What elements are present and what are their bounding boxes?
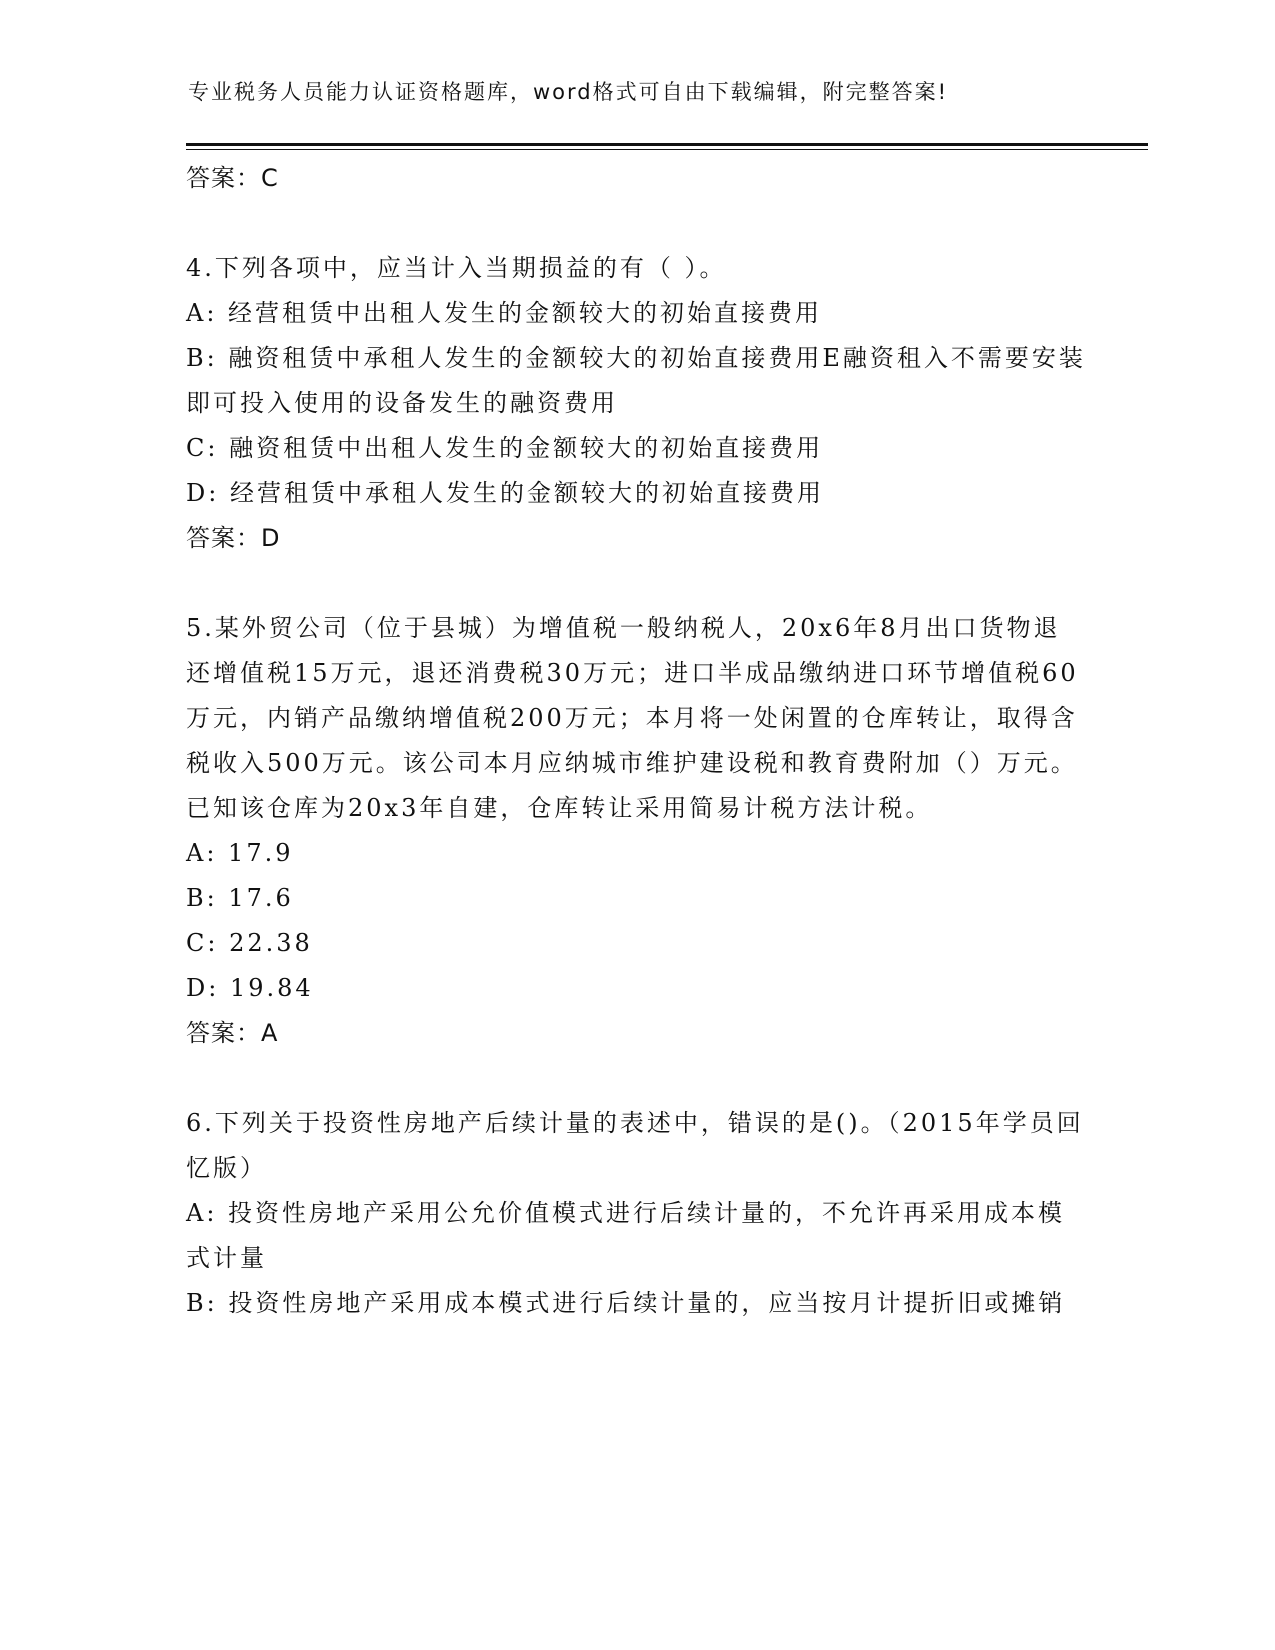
header-rule-thick [186, 143, 1148, 146]
option-b: B: 17.6 [186, 884, 294, 912]
header-rule-thin [186, 149, 1148, 150]
blank-line [186, 1056, 1086, 1101]
page-header: 专业税务人员能力认证资格题库，word格式可自由下载编辑，附完整答案! [188, 80, 949, 104]
blank-line [186, 201, 1086, 246]
option-a: A: 经营租赁中出租人发生的金额较大的初始直接费用 [186, 299, 823, 327]
question-4 [186, 246, 1086, 561]
option-a: A: 投资性房地产采用公允价值模式进行后续计量的，不允许再采用成本模式计量 [186, 1199, 1066, 1272]
option-b: B: 投资性房地产采用成本模式进行后续计量的，应当按月计提折旧或摊销 [186, 1289, 1066, 1317]
answer-line: 答案：D [186, 524, 281, 552]
blank-line [186, 561, 1086, 606]
question-stem: 5.某外贸公司（位于县城）为增值税一般纳税人，20x6年8月出口货物退还增值税15万元，退还消费税30万元；进口半成品缴纳进口环节增值税60万元，内销产品缴纳增值税200万元；本月将一处闲置的仓库转让，取得含税收入500万元。该公司本月应纳城市维护建设税和教育费附加（）万元。已知该仓库为20x3年自建，仓库转让采用简易计税方法计税。 [186, 614, 1079, 822]
option-a: A: 17.9 [186, 839, 294, 867]
option-c: C: 22.38 [186, 929, 313, 957]
option-c: C: 融资租赁中出租人发生的金额较大的初始直接费用 [186, 434, 824, 462]
question-5 [186, 606, 1086, 1056]
document-body [186, 156, 1086, 1326]
answer-line-prev: 答案：C [186, 164, 279, 192]
question-6 [186, 1101, 1086, 1326]
question-stem: 4.下列各项中，应当计入当期损益的有（ ）。 [186, 254, 727, 282]
option-d: D: 经营租赁中承租人发生的金额较大的初始直接费用 [186, 479, 824, 507]
answer-line: 答案：A [186, 1019, 279, 1047]
option-d: D: 19.84 [186, 974, 314, 1002]
option-b: B: 融资租赁中承租人发生的金额较大的初始直接费用E融资租入不需要安装即可投入使用的设备发生的融资费用 [186, 344, 1086, 417]
question-stem: 6.下列关于投资性房地产后续计量的表述中，错误的是()。（2015年学员回忆版） [186, 1109, 1084, 1182]
